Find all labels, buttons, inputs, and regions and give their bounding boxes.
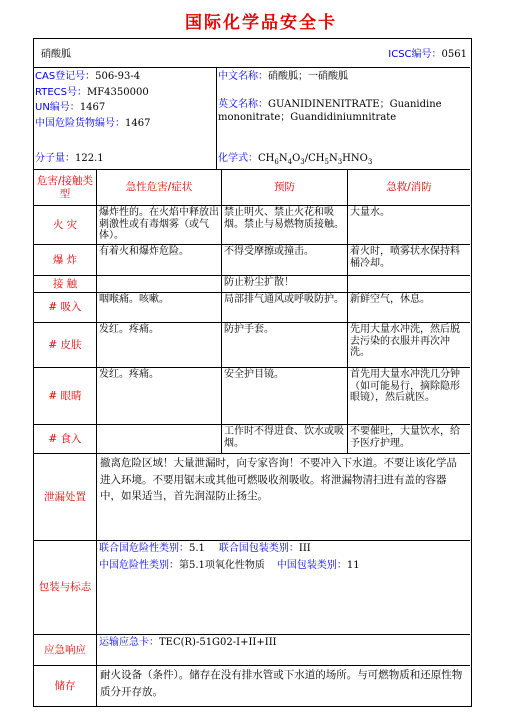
cn-dg-value: 1467 xyxy=(125,118,151,129)
cell-aid-explosion: 着火时，喷雾状水保持料桶冷却。 xyxy=(350,246,460,269)
section-label-packaging: 包装与标志 xyxy=(38,581,92,593)
un-pack-value: III xyxy=(298,543,311,554)
chemical-name: 硝酸胍 xyxy=(41,49,71,60)
cell-aid-skin: 先用大量水冲洗，然后脱去污染的衣服并再次冲洗。 xyxy=(350,324,460,358)
un-class-label: 联合国危险性类别： xyxy=(99,543,189,554)
cell-aid-eyes: 首先用大量水冲洗几分钟（如可能易行，摘除隐形眼镜），然后就医。 xyxy=(350,369,460,403)
un-classification xyxy=(99,543,311,555)
un-class-value: 5.1 xyxy=(189,543,205,554)
transport-card xyxy=(99,637,277,649)
row-label-eyes: # 眼睛 xyxy=(48,389,82,402)
formula-value: $CH_6N_4O_3/CH_5N_3HNO_3$ xyxy=(258,153,373,166)
cell-hazard-exposure xyxy=(97,276,221,292)
rtecs-label: RTECS号： xyxy=(35,87,87,98)
divider xyxy=(34,67,470,68)
mw-value: 122.1 xyxy=(75,153,104,164)
cell-hazard-ingestion xyxy=(97,425,221,453)
divider xyxy=(347,169,348,453)
icsc-value: 0561 xyxy=(441,49,467,60)
cn-classification xyxy=(99,560,360,572)
rtecs-value: MF4350000 xyxy=(86,87,149,98)
row-label-fire: 火 灾 xyxy=(52,218,78,231)
cell-aid-exposure xyxy=(348,276,470,292)
english-name xyxy=(218,99,442,111)
row-label-skin: # 皮肤 xyxy=(48,338,82,351)
cas-value: 506-93-4 xyxy=(95,71,141,82)
spill-text: 撤离危险区域！大量泄漏时，向专家咨询！不要冲入下水道。不要让该化学品进入环境。不要用锯末或其他可燃吸收剂吸收。将泄漏物清扫进有盖的容器中，如果适当，首先润湿防止扬尘。 xyxy=(100,457,457,502)
transport-card-label: 运输应急卡： xyxy=(99,637,159,648)
cn-dg-label: 中国危险货物编号： xyxy=(35,118,125,129)
storage-text: 耐火设备（条件）。储存在没有排水管或下水道的场所。与可燃物质和还原性物质分开存放。 xyxy=(100,669,463,698)
cell-prevention-fire: 禁止明火、禁止火花和吸烟。禁止与易燃物质接触。 xyxy=(224,207,344,230)
section-label-storage: 储存 xyxy=(54,679,76,692)
rtecs-number xyxy=(35,87,149,99)
divider xyxy=(221,169,222,453)
row-label-ingestion: # 食入 xyxy=(48,432,82,445)
col-header-hazard: 急性危害/症状 xyxy=(125,181,193,193)
cas-number xyxy=(35,71,140,83)
un-pack-label: 联合国包装类别： xyxy=(218,543,299,554)
cn-class-label: 中国危险性类别： xyxy=(99,560,179,571)
chinese-name xyxy=(218,71,348,83)
cn-class-value: 第5.1项氧化性物质 xyxy=(179,560,265,571)
col-header-prevention: 预防 xyxy=(274,181,295,193)
cell-hazard-fire: 爆炸性的。在火焰中释放出刺激性或有毒烟雾（或气体）。 xyxy=(99,207,219,241)
un-number xyxy=(35,102,105,114)
cas-label: CAS登记号： xyxy=(35,71,96,82)
cell-aid-inhalation: 新鲜空气，休息。 xyxy=(350,294,430,305)
un-value: 1467 xyxy=(79,102,106,113)
col-header-aid: 急救/消防 xyxy=(386,181,432,193)
divider xyxy=(34,634,470,635)
card-title: 国际化学品安全卡 xyxy=(185,13,337,33)
molecular-weight xyxy=(35,153,104,165)
row-label-inhalation: # 吸入 xyxy=(48,301,82,313)
cn-name-label: 中文名称： xyxy=(218,71,268,82)
cell-aid-ingestion: 不要催吐，大量饮水，给予医疗护理。 xyxy=(350,426,460,449)
cn-dg-number xyxy=(35,118,150,130)
divider xyxy=(216,67,217,169)
english-name-line2: mononitrate；Guandidiniumnitrate xyxy=(218,112,397,123)
cn-pack-label: 中国包装类别： xyxy=(276,560,347,571)
transport-card-value: TEC(R)-51G02-I+II+III xyxy=(159,637,277,648)
cn-name-value: 硝酸胍；一硝酸胍 xyxy=(268,71,348,82)
section-label-emergency: 应急响应 xyxy=(44,643,86,656)
cell-prevention-ingestion: 工作时不得进食、饮水或吸烟。 xyxy=(224,426,344,449)
un-label: UN编号： xyxy=(35,102,80,113)
cell-hazard-inhalation: 咽喉痛。咳嗽。 xyxy=(99,294,169,305)
en-name-line1: GUANIDINENITRATE；Guanidine xyxy=(268,99,442,110)
icsc-label: ICSC编号： xyxy=(388,49,442,60)
en-name-label: 英文名称： xyxy=(218,99,268,110)
cn-pack-value: 11 xyxy=(346,560,360,571)
row-label-explosion: 爆 炸 xyxy=(52,253,78,266)
cell-prevention-eyes: 安全护目镜。 xyxy=(224,369,284,380)
divider xyxy=(96,169,97,706)
icsc-card xyxy=(33,38,472,707)
cell-prevention-explosion: 不得受摩擦或撞击。 xyxy=(224,246,314,257)
cell-prevention-skin: 防护手套。 xyxy=(224,324,274,335)
row-label-exposure: 接 触 xyxy=(52,277,78,290)
section-label-spill: 泄漏处置 xyxy=(44,490,86,503)
divider xyxy=(34,540,470,541)
formula-label: 化学式： xyxy=(218,153,258,164)
cell-hazard-explosion: 有着火和爆炸危险。 xyxy=(99,246,189,257)
cell-prevention-exposure: 防止粉尘扩散！ xyxy=(224,277,294,288)
icsc-number xyxy=(388,49,467,61)
cell-aid-fire: 大量水。 xyxy=(350,207,390,218)
cell-prevention-inhalation: 局部排气通风或呼吸防护。 xyxy=(224,294,344,305)
cell-hazard-eyes: 发红。疼痛。 xyxy=(99,369,159,380)
chemical-formula xyxy=(218,153,372,165)
col-header-type: 危害/接触类型 xyxy=(36,174,94,200)
cell-hazard-skin: 发红。疼痛。 xyxy=(99,324,159,335)
mw-label: 分子量： xyxy=(35,153,75,164)
